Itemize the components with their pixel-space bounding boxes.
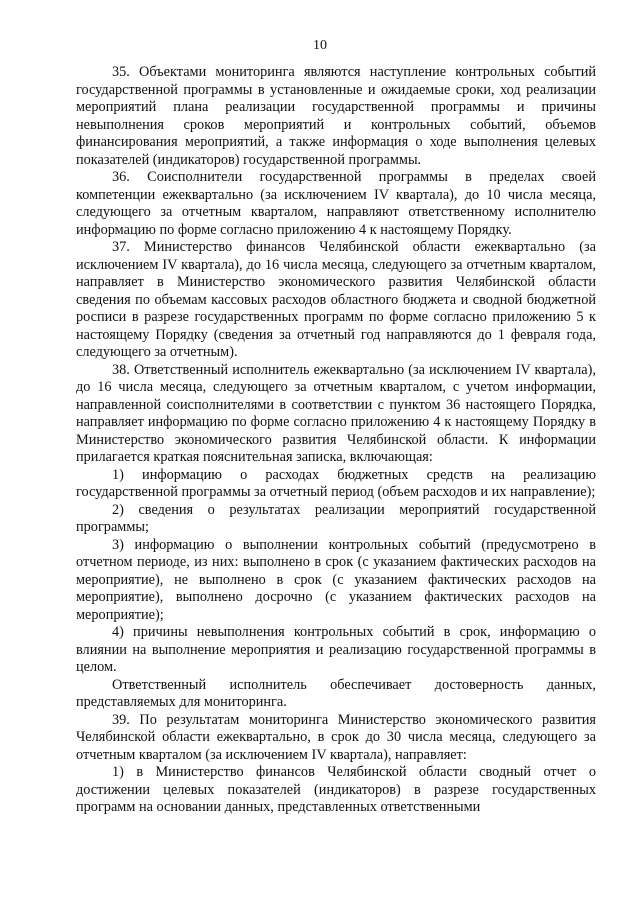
document-body (76, 64, 596, 817)
paragraph-37: 37. Министерство финансов Челябинской области ежеквартально (за исключением IV квартала), до 16 числа месяца, следующего за отчетным кварталом, направляет в Министерство экономического развития Челябинской области сведения по объемам кассовых расходов областного бюджета и сводной бюджетной росписи в разрезе государственных программ по форме согласно приложению 5 к настоящему Порядку (сведения за отчетный год направляются до 1 февраля года, следующего за отчетным). (76, 239, 596, 360)
paragraph-38-item-4: 4) причины невыполнения контрольных событий в срок, информацию о влиянии на выполнение мероприятия и реализацию государственной программы в целом. (76, 624, 596, 675)
page-number: 10 (313, 38, 327, 53)
paragraph-35: 35. Объектами мониторинга являются наступление контрольных событий государственной программы в установленные и ожидаемые сроки, ход реализации мероприятий плана реализации государственной программы и причины невыполнения сроков мероприятий и контрольных событий, объемов финансирования мероприятий, а также информация о ходе выполнения целевых показателей (индикаторов) государственной программы. (76, 64, 596, 168)
paragraph-38: 38. Ответственный исполнитель ежеквартально (за исключением IV квартала), до 16 числа месяца, следующего за отчетным кварталом, с учетом информации, направленной соисполнителями в соответствии с пунктом 36 настоящего Порядка, направляет информацию по форме согласно приложению 4 к настоящему Порядку в Министерство экономического развития Челябинской области. К информации прилагается краткая пояснительная записка, включающая: (76, 361, 596, 465)
paragraph-39-item-1: 1) в Министерство финансов Челябинской области сводный отчет о достижении целевых показателей (индикаторов) в разрезе государственных программ на основании данных, представленных ответственными (76, 764, 596, 815)
paragraph-36: 36. Соисполнители государственной программы в пределах своей компетенции ежеквартально (за исключением IV квартала), до 10 числа месяца, следующего за отчетным кварталом, направляют ответственному исполнителю информацию по форме согласно приложению 4 к настоящему Порядку. (76, 169, 596, 238)
paragraph-38-item-3: 3) информацию о выполнении контрольных событий (предусмотрено в отчетном периоде, из них: выполнено в срок (с указанием фактических расходов на мероприятие), не выполнено в срок (с указанием фактических расходов на мероприятие), выполнено досрочно (с указанием фактических расходов на мероприятие); (76, 536, 596, 623)
paragraph-38-item-1: 1) информацию о расходах бюджетных средств на реализацию государственной программы за отчетный период (объем расходов и их направление); (76, 466, 596, 500)
paragraph-39: 39. По результатам мониторинга Министерство экономического развития Челябинской области ежеквартально, в срок до 30 числа месяца, следующего за отчетным кварталом (за исключением IV квартала), направляет: (76, 711, 596, 763)
paragraph-38-responsibility: Ответственный исполнитель обеспечивает достоверность данных, представляемых для мониторинга. (76, 676, 596, 710)
paragraph-38-item-2: 2) сведения о результатах реализации мероприятий государственной программы; (76, 501, 596, 535)
